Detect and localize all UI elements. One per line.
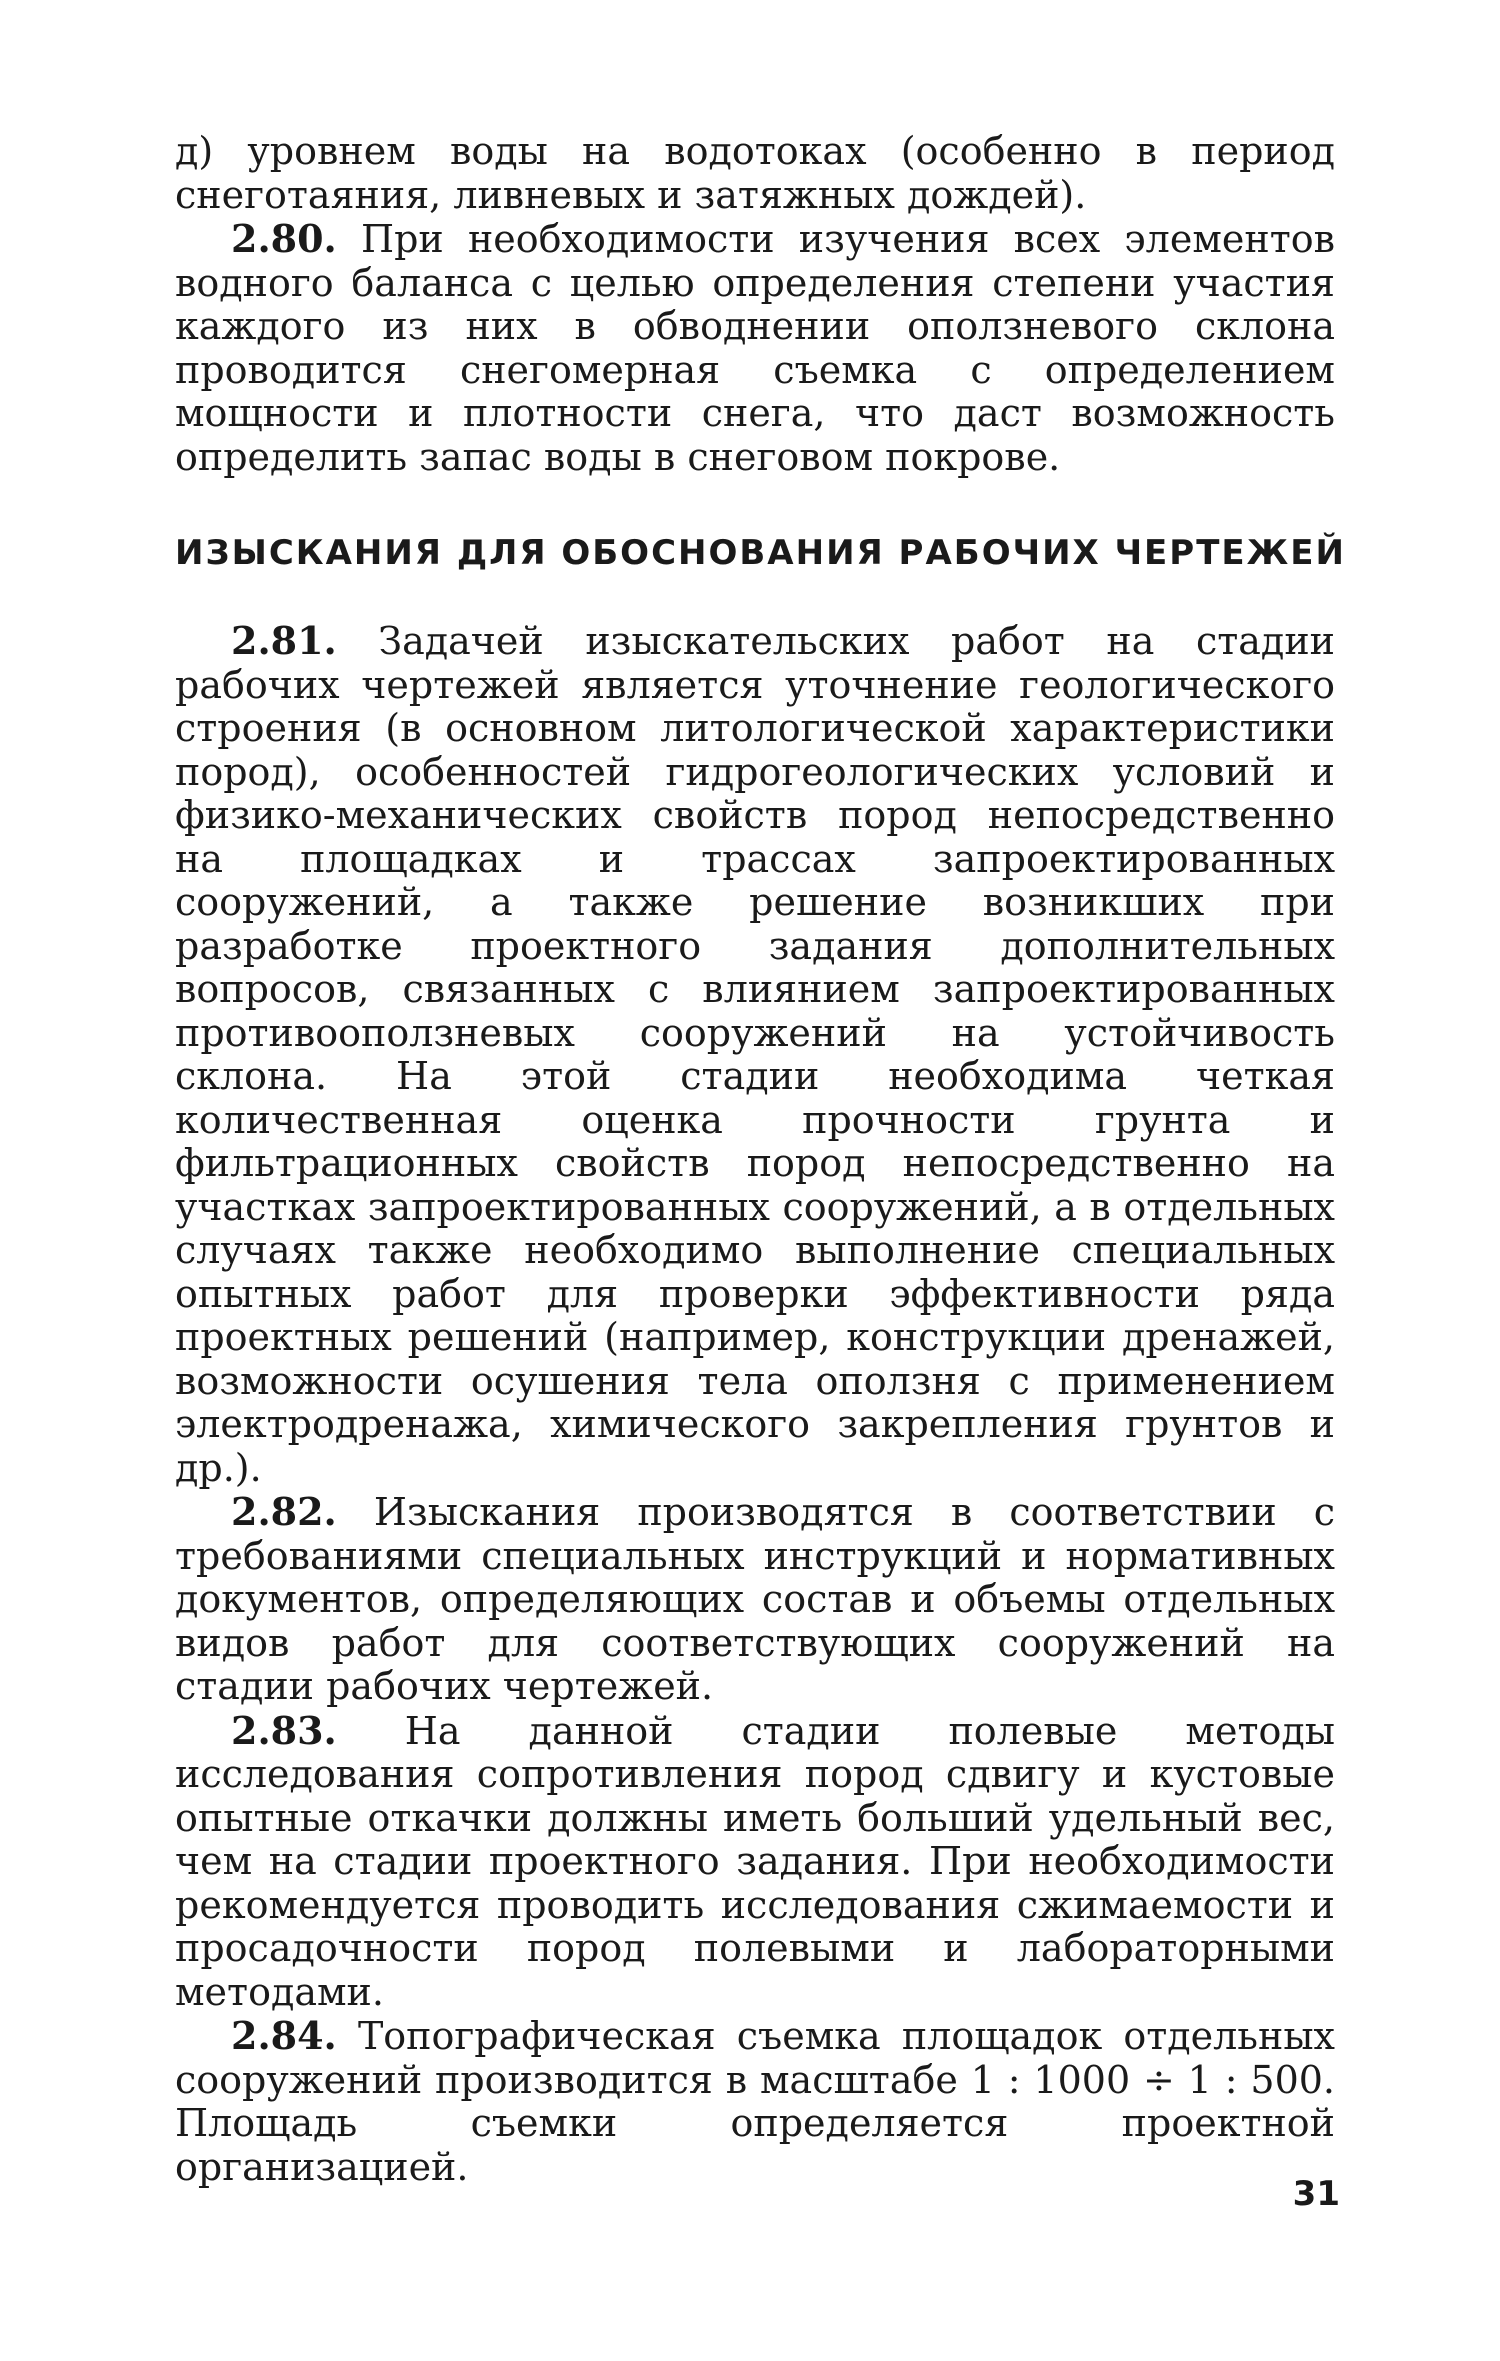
text-column [175,129,1346,2189]
paragraph-number: 2.82. [231,1489,337,1534]
page-number: 31 [1292,2174,1340,2214]
paragraph-number: 2.83. [231,1707,337,1753]
paragraph-text: Изыскания производятся в соответствии с требованиями специальных инструкций и нормативных документов, определяющих состав и объемы отдельных видов работ для соответствующих сооружений на стадии рабочих чертежей. [175,1490,1335,1708]
section-heading: ИЗЫСКАНИЯ ДЛЯ ОБОСНОВАНИЯ РАБОЧИХ ЧЕРТЕЖЕЙ [175,533,1346,573]
paragraph-text: Топографическая съемка площадок отдельных сооружений производится в масштабе 1 : 1000 ÷ 1 : 500. Площадь съемки определяется проектной организацией. [175,2014,1335,2189]
paragraph-text: При необходимости изучения всех элементов водного баланса с целью определения степени участия каждого из них в обводнении оползневого склона проводится снегомерная съемка с определением мощности и плотности снега, что даст возможность определить запас воды в снеговом покрове. [175,217,1335,479]
paragraph-2-84 [175,2014,1335,2189]
paragraph-2-81 [175,619,1335,1490]
paragraph-2-83 [175,1709,1335,2015]
paragraph-number: 2.84. [231,2013,337,2058]
paragraph-2-80 [175,217,1335,479]
paragraph-number: 2.80. [231,216,337,261]
paragraph-number: 2.81. [231,618,337,663]
paragraph-2-82 [175,1490,1335,1709]
list-item-d: д) уровнем воды на водотоках (особенно в период снеготаяния, ливневых и затяжных дождей). [175,129,1335,217]
paragraph-text: На данной стадии полевые методы исследования сопротивления пород сдвигу и кустовые опытные откачки должны иметь больший удельный вес, чем на стадии проектного задания. При необходимости рекомендуется проводить исследования сжимаемости и просадочности пород полевыми и лабораторными методами. [175,1708,1335,2014]
paragraph-text: Задачей изыскательских работ на стадии рабочих чертежей является уточнение геологического строения (в основном литологической характеристики пород), особенностей гидрогеологических условий и физико-механических свойств пород непосредственно на площадках и трассах запроектированных сооружений, а также решение возникших при разработке проектного задания дополнительных вопросов, связанных с влиянием запроектированных противооползневых сооружений на устойчивость склона. На этой стадии необходима четкая количественная оценка прочности грунта и фильтрационных свойств пород непосредственно на участках запроектированных сооружений, а в отдельных случаях также необходимо выполнение специальных опытных работ для проверки эффективности ряда проектных решений (например, конструкции дренажей, возможности осушения тела оползня с применением электродренажа, химического закрепления грунтов и др.). [175,619,1335,1490]
